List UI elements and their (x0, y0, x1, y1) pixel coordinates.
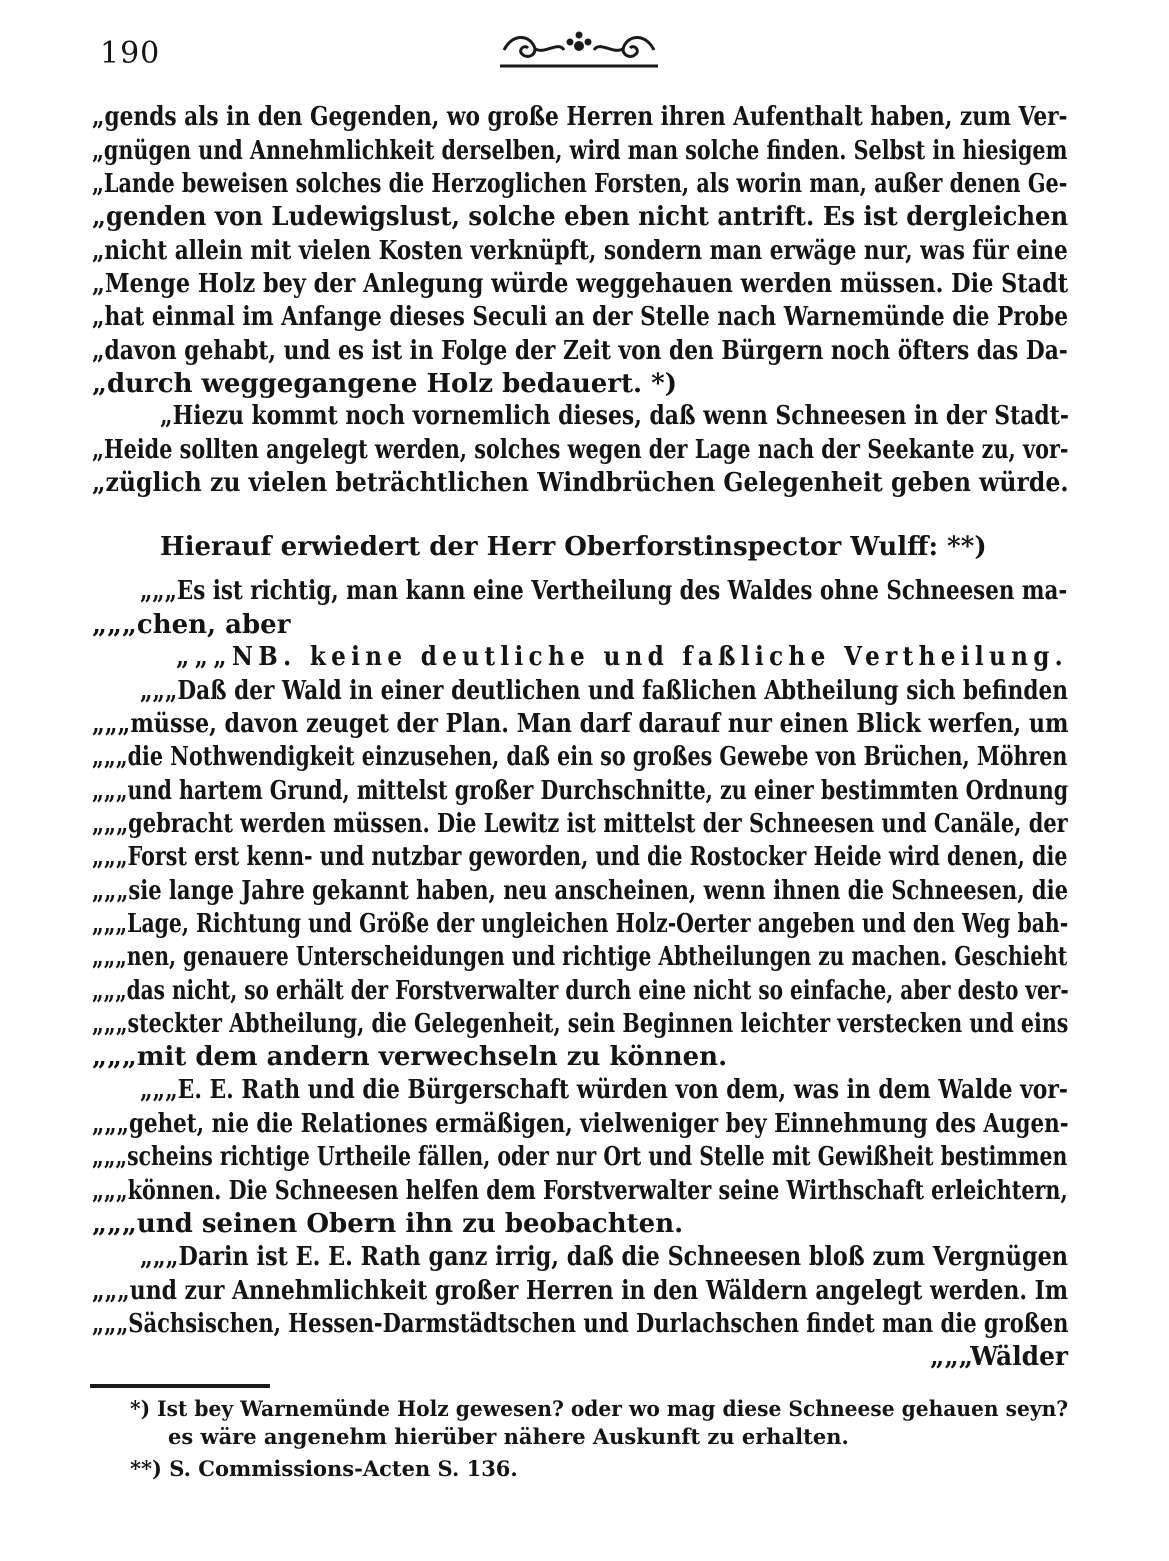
text-line: „„„können. Die Schneesen helfen dem Forstverwalter seine Wirthschaft erleichtern, (92, 1176, 1068, 1206)
text-line: „„„Daß der Wald in einer deutlichen und faßlichen Abtheilung sich befinden (140, 676, 1068, 706)
text-line: „„„E. E. Rath und die Bürgerschaft würden von dem, was in dem Walde vor- (140, 1075, 1068, 1105)
text-line: „„„nen, genauere Unterscheidungen und richtige Abtheilungen zu machen. Geschieht (92, 942, 1068, 972)
text-line: „Menge Holz bey der Anlegung würde weggehauen werden müssen. Die Stadt (92, 269, 1069, 299)
text-line: „Heide sollten angelegt werden, solches wegen der Lage nach der Seekante zu, vor- (92, 435, 1069, 465)
text-line: „„„Forst erst kenn- und nutzbar geworden, und die Rostocker Heide wird denen, die (92, 842, 1068, 872)
text-line: „„„mit dem andern verwechseln zu können. (92, 1042, 728, 1072)
text-line: „gnügen und Annehmlichkeit derselben, wird man solche finden. Selbst in hiesigem (92, 136, 1068, 166)
text-line: „„„Es ist richtig, man kann eine Vertheilung des Waldes ohne Schneesen ma- (140, 576, 1068, 606)
text-line: „durch weggegangene Holz bedauert. *) (92, 369, 677, 399)
text-line: „„„und zur Annehmlichkeit großer Herren in den Wäldern angelegt werden. Im (92, 1276, 1069, 1306)
footnote: **) S. Commissions-Acten S. 136. (130, 1456, 518, 1481)
text-line: „„„die Nothwendigkeit einzusehen, daß ein so großes Gewebe von Brüchen, Möhren (92, 742, 1068, 772)
text-line: „„„Lage, Richtung und Größe der ungleichen Holz-Oerter angeben und den Weg bah- (92, 909, 1069, 939)
text-line: „hat einmal im Anfange dieses Seculi an der Stelle nach Warnemünde die Probe (92, 302, 1069, 332)
footnote: *) Ist bey Warnemünde Holz gewesen? oder wo mag diese Schneese gehauen seyn? (130, 1396, 1069, 1421)
footnote: es wäre angenehm hierüber nähere Auskunft zu erhalten. (168, 1424, 849, 1449)
text-line: „„„sie lange Jahre gekannt haben, neu anscheinen, wenn ihnen die Schneesen, die (92, 876, 1068, 906)
text-line: „„„gehet, nie die Relationes ermäßigen, vielweniger bey Einnehmung des Augen- (92, 1109, 1069, 1139)
text-line: „gends als in den Gegenden, wo große Herren ihren Aufenthalt haben, zum Ver- (92, 102, 1068, 132)
text-line: „Hiezu kommt noch vornemlich dieses, daß wenn Schneesen in der Stadt- (160, 401, 1069, 431)
text-line: „„„Darin ist E. E. Rath ganz irrig, daß die Schneesen bloß zum Vergnügen (140, 1242, 1069, 1272)
text-line: „„„scheins richtige Urtheile fällen, oder nur Ort und Stelle mit Gewißheit bestimmen (92, 1142, 1068, 1172)
catchword: „„„Wälder (930, 1342, 1069, 1372)
page-number: 190 (100, 36, 161, 71)
text-line: „„„gebracht werden müssen. Die Lewitz ist mittelst der Schneesen und Canäle, der (92, 809, 1068, 839)
text-line: „„„müsse, davon zeuget der Plan. Man darf darauf nur einen Blick werfen, um (92, 709, 1069, 739)
text-line: „züglich zu vielen beträchtlichen Windbrüchen Gelegenheit geben würde. (92, 468, 1069, 498)
text-line: „„„und seinen Obern ihn zu beobachten. (92, 1209, 684, 1239)
text-line: „davon gehabt, und es ist in Folge der Zeit von den Bürgern noch öfters das Da- (92, 336, 1068, 366)
text-line: „„„steckter Abtheilung, die Gelegenheit, sein Beginnen leichter verstecken und eins (92, 1009, 1069, 1039)
text-line: „genden von Ludewigslust, solche eben nicht antrift. Es ist dergleichen (92, 202, 1069, 232)
decorative-ornament-icon (498, 26, 660, 70)
text-line: „„„und hartem Grund, mittelst großer Durchschnitte, zu einer bestimmten Ordnung (92, 776, 1069, 806)
footnote-rule (90, 1384, 270, 1388)
text-line: „„„das nicht, so erhält der Forstverwalter durch eine nicht so einfache, aber desto ver- (92, 976, 1069, 1006)
text-line: Hierauf erwiedert der Herr Oberforstinspector Wulff: **) (160, 532, 987, 562)
text-line: „Lande beweisen solches die Herzoglichen Forsten, als worin man, außer denen Ge- (92, 169, 1068, 199)
text-line: „„„NB. keine deutliche und faßliche Vertheilung. (176, 642, 1069, 672)
text-line: „„„chen, aber (92, 610, 291, 640)
text-line: „„„Sächsischen, Hessen-Darmstädtschen und Durlachschen findet man die großen (92, 1309, 1069, 1339)
text-line: „nicht allein mit vielen Kosten verknüpft, sondern man erwäge nur, was für eine (92, 236, 1068, 266)
